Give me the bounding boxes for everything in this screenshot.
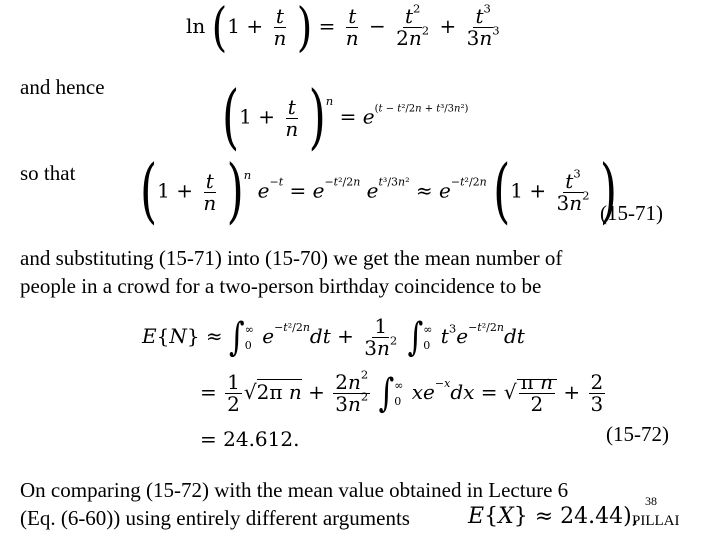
equation-result: = 24.612. (200, 427, 300, 451)
equation-number-15-71: (15-71) (600, 201, 663, 225)
equation-number-15-72: (15-72) (606, 422, 669, 446)
reference-value: E{X} ≈ 24.44), (468, 504, 639, 529)
equation-power-exp: (1 + $\frac{t}{n}$ )$^n = e^{(t - t^2/2n + t^3/3n^2)}$ (222, 76, 469, 158)
paragraph-line-2: people in a crowd for a two-person birthday coincidence to be (20, 274, 542, 298)
text-so-that: so that (20, 161, 76, 185)
text-and-hence: and hence (20, 75, 105, 99)
equation-mean-evaluated: = $\frac{1}{2}$ √2π n + $\frac{2n^2}{3n^2}$ ∫ ∞ 0 $xe^{-x}dx$ = √ $\frac{\text{π n}}{2}$ + $\frac{2}{3}$ (200, 367, 604, 417)
paragraph-2-line-1: On comparing (15-72) with the mean value obtained in Lecture 6 (20, 478, 569, 502)
page-number: 38 (645, 494, 657, 508)
equation-approximation: (1 + $\frac{t}{n}$ )$^n$ $e^{-t} = e^{-t^2/2n}$ $e^{t^3/3n^2} \approx e^{-t^2/2n}$ (1 + $\frac{t^3}{3n^2}$ ) (140, 150, 618, 232)
equation-log-expansion: ln (1 + $\frac{t}{n}$ ) = $\frac{t}{n}$ − $\frac{t^2}{2n^2}$ + $\frac{t^3}{3n^3}$ (186, 0, 500, 58)
equation-mean-integral: E{N} ≈ ∫ ∞ 0 $e^{-t^2/2n}dt$ + $\frac{1}{3n^2}$ ∫ ∞ 0 $t^3e^{-t^2/2n}dt$ (142, 314, 525, 361)
author-name: PILLAI (632, 513, 680, 529)
paragraph-line-1: and substituting (15-71) into (15-70) we get the mean number of (20, 246, 563, 270)
paragraph-2-line-2: (Eq. (6-60)) using entirely different arguments (20, 506, 410, 530)
